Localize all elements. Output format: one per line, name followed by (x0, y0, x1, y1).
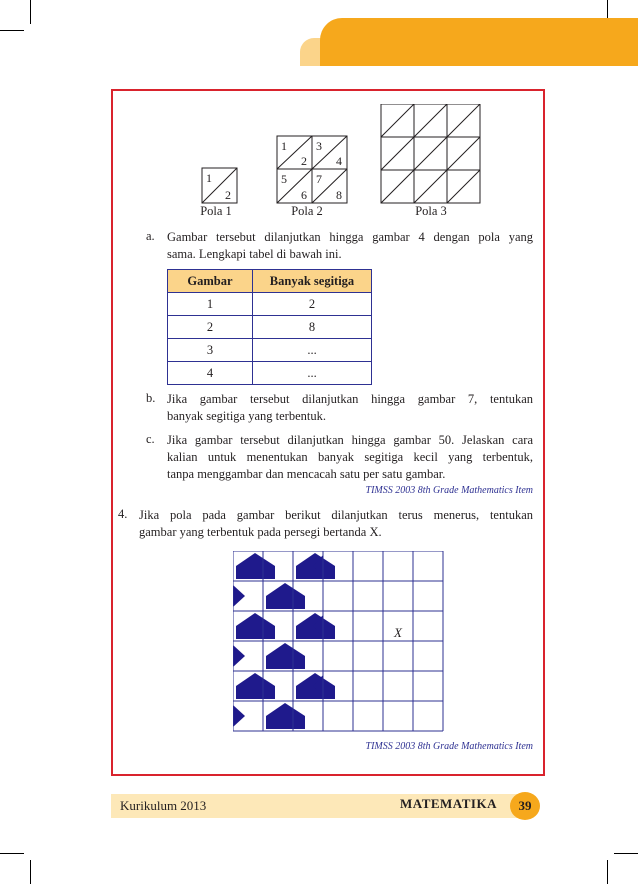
table-row (168, 362, 372, 385)
tile-shape (233, 585, 245, 607)
table-cell: 3 (168, 339, 253, 362)
pola2-number: 7 (316, 172, 322, 186)
item-c-line: Jika gambar tersebut dilanjutkan hingga gambar 50. Jelaskan cara (167, 433, 533, 447)
table-cell: 4 (168, 362, 253, 385)
table-header: Gambar (168, 270, 253, 293)
table-row (168, 293, 372, 316)
pola2-number: 5 (281, 172, 287, 186)
tile-pattern-grid (233, 551, 444, 732)
table-cell: 8 (253, 316, 372, 339)
item-c-line: tanpa menggambar dan mencacah satu per satu gambar. (167, 467, 446, 481)
table-cell: 2 (168, 316, 253, 339)
crop-mark (30, 860, 31, 884)
item-c-text (167, 432, 533, 483)
footer-subject: MATEMATIKA (400, 796, 497, 811)
crop-mark (607, 860, 608, 884)
reference-citation: TIMSS 2003 8th Grade Mathematics Item (365, 741, 533, 752)
tile-shape (266, 703, 305, 729)
pola2-caption: Pola 2 (291, 204, 323, 218)
item-a-marker: a. (146, 229, 155, 243)
problem-4-line: Jika pola pada gambar berikut dilanjutkan terus menerus, tentukan (139, 508, 533, 522)
tile-shape (236, 673, 275, 699)
crop-mark (614, 853, 638, 854)
pola2-number: 2 (301, 154, 307, 168)
pola1-caption: Pola 1 (200, 204, 232, 218)
table-row (168, 316, 372, 339)
table-cell: ... (253, 339, 372, 362)
tile-shape (236, 553, 275, 579)
triangle-count-table (167, 269, 372, 385)
pola1-number: 2 (225, 188, 231, 202)
item-b-line: banyak segitiga yang terbentuk. (167, 409, 326, 423)
item-a-text (167, 229, 533, 263)
problem-4-marker: 4. (118, 507, 128, 521)
item-c-marker: c. (146, 432, 155, 446)
pola2-number: 6 (301, 188, 307, 202)
pola3-caption: Pola 3 (415, 204, 447, 218)
pola2-number: 4 (336, 154, 342, 168)
crop-mark (0, 30, 24, 31)
tile-shape (236, 613, 275, 639)
crop-mark (30, 0, 31, 24)
footer-book-title: Kurikulum 2013 (120, 798, 207, 813)
table-header: Banyak segitiga (253, 270, 372, 293)
item-a-line: sama. Lengkapi tabel di bawah ini. (167, 247, 342, 261)
item-a-line: Gambar tersebut dilanjutkan hingga gambar 4 dengan pola yang (167, 230, 533, 244)
item-b-text (167, 391, 533, 425)
problem-4-text (139, 507, 533, 541)
item-c-line: kalian untuk menentukan banyak segitiga kecil yang terbentuk, (167, 450, 533, 464)
item-b-line: Jika gambar tersebut dilanjutkan hingga gambar 7, tentukan (167, 392, 533, 406)
x-marker: X (394, 625, 402, 640)
crop-mark (0, 853, 24, 854)
table-header-row (168, 270, 372, 293)
pola2-number: 1 (281, 139, 287, 153)
item-b-marker: b. (146, 391, 156, 405)
tile-shape (233, 705, 245, 727)
table-row (168, 339, 372, 362)
header-tab (320, 18, 638, 66)
pola1-number: 1 (206, 171, 212, 185)
table-cell: 1 (168, 293, 253, 316)
pattern-figure (195, 104, 485, 204)
problem-4-line: gambar yang terbentuk pada persegi bertanda X. (139, 525, 382, 539)
pola2-number: 8 (336, 188, 342, 202)
reference-citation: TIMSS 2003 8th Grade Mathematics Item (365, 485, 533, 496)
table-cell: ... (253, 362, 372, 385)
pola2-number: 3 (316, 139, 322, 153)
tile-shape (266, 643, 305, 669)
page-number: 39 (510, 792, 540, 820)
tile-shape (233, 645, 245, 667)
table-cell: 2 (253, 293, 372, 316)
tile-shape (266, 583, 305, 609)
